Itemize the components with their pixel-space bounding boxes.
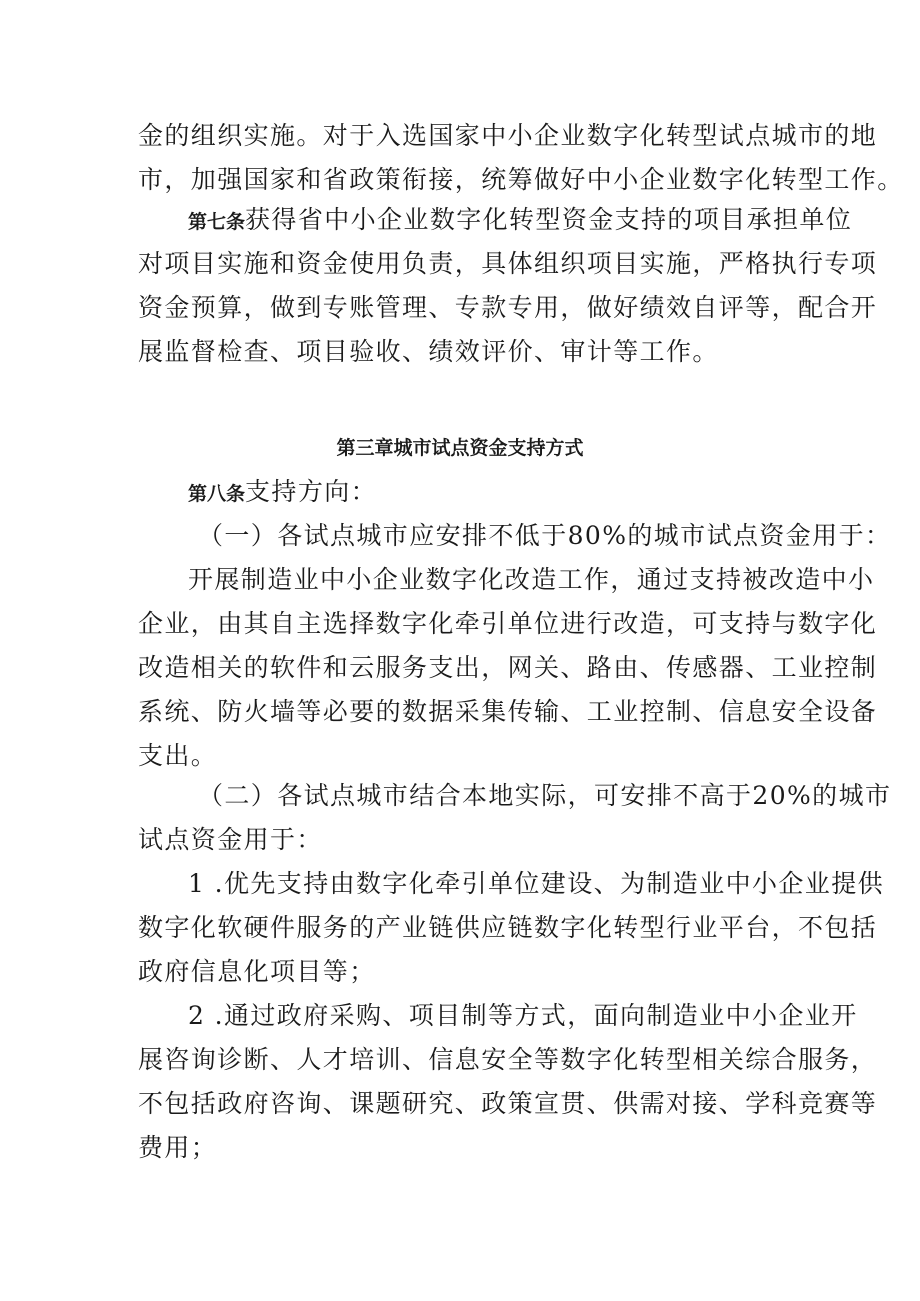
chapter-heading: 第三章城市试点资金支持方式 xyxy=(336,437,584,459)
paragraph-line: 市，加强国家和省政策衔接，统筹做好中小企业数字化转型工作。 xyxy=(138,165,904,194)
article-7-first-line xyxy=(188,198,853,242)
paragraph-line: 资金预算，做到专账管理、专款专用，做好绩效自评等，配合开 xyxy=(138,293,878,322)
article-8-label: 第八条 xyxy=(188,483,246,505)
subsection-1-heading: （一）各试点城市应安排不低于80%的城市试点资金用于： xyxy=(198,521,892,550)
paragraph-line: 金的组织实施。对于入选国家中小企业数字化转型试点城市的地 xyxy=(138,121,878,150)
article-8-text: 支持方向： xyxy=(245,477,378,506)
paragraph-line: 展监督检查、项目验收、绩效评价、审计等工作。 xyxy=(138,337,719,366)
paragraph-line: 改造相关的软件和云服务支出，网关、路由、传感器、工业控制 xyxy=(138,653,878,682)
article-8-first-line xyxy=(188,470,788,514)
article-7-text: 获得省中小企业数字化转型资金支持的项目承担单位 xyxy=(245,205,853,234)
subsection-2-heading: （二）各试点城市结合本地实际，可安排不高于20%的城市 xyxy=(198,781,892,810)
paragraph-line: 费用； xyxy=(138,1133,218,1162)
article-7-label: 第七条 xyxy=(188,211,246,233)
paragraph-line: 试点资金用于： xyxy=(138,825,323,854)
paragraph-line: 支出。 xyxy=(138,741,218,770)
paragraph-line: 展咨询诊断、人才培训、信息安全等数字化转型相关综合服务， xyxy=(138,1045,878,1074)
paragraph-line: 系统、防火墙等必要的数据采集传输、工业控制、信息安全设备 xyxy=(138,697,878,726)
paragraph-line: 政府信息化项目等； xyxy=(138,957,376,986)
paragraph-line: 对项目实施和资金使用负责，具体组织项目实施，严格执行专项 xyxy=(138,249,878,278)
item-1-first-line: 1 .优先支持由数字化牵引单位建设、为制造业中小企业提供 xyxy=(188,869,885,898)
paragraph-line: 开展制造业中小企业数字化改造工作，通过支持被改造中小 xyxy=(188,565,875,594)
item-2-first-line: 2 .通过政府采购、项目制等方式，面向制造业中小企业开 xyxy=(188,1001,858,1030)
paragraph-line: 不包括政府咨询、课题研究、政策宣贯、供需对接、学科竞赛等 xyxy=(138,1089,878,1118)
paragraph-line: 企业，由其自主选择数字化牵引单位进行改造，可支持与数字化 xyxy=(138,609,878,638)
paragraph-line: 数字化软硬件服务的产业链供应链数字化转型行业平台，不包括 xyxy=(138,913,878,942)
